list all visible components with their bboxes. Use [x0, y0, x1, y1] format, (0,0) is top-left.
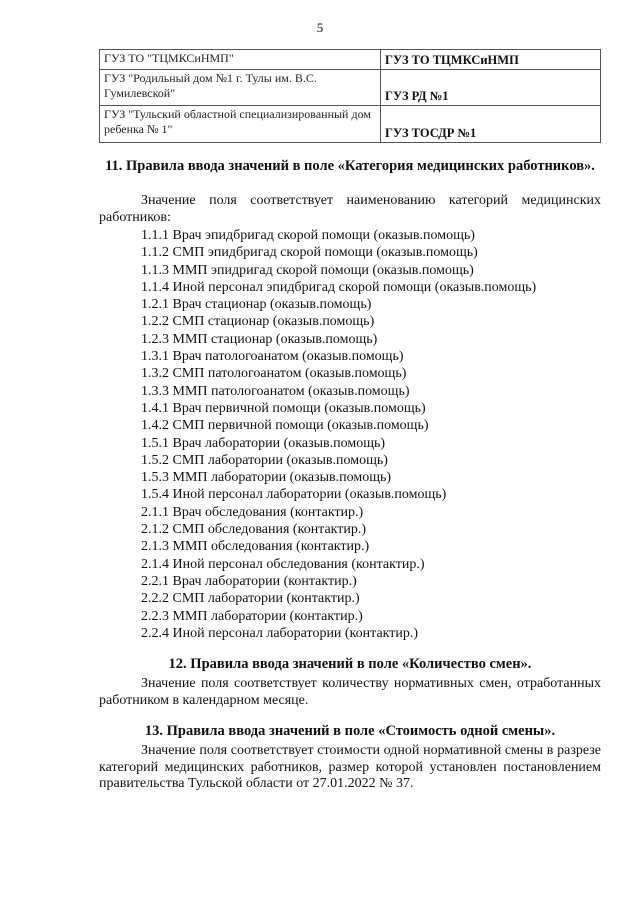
- list-item: 1.1.3 ММП эпидригад скорой помощи (оказыв.помощь): [141, 262, 474, 278]
- list-item: 2.1.4 Иной персонал обследования (контактир.): [141, 556, 425, 572]
- table-row: [100, 106, 601, 143]
- list-item: 1.1.1 Врач эпидбригад скорой помощи (оказыв.помощь): [141, 228, 475, 243]
- list-item: 2.1.2 СМП обследования (контактир.): [141, 522, 367, 538]
- org-full-name: ГУЗ "Родильный дом №1 г. Тулы им. В.С. Гумилевской": [100, 70, 381, 106]
- list-item: 2.2.3 ММП лаборатории (контактир.): [141, 608, 363, 624]
- page-number: 5: [316, 20, 324, 35]
- medical-worker-category-list: [141, 227, 536, 642]
- table-row: [100, 70, 601, 106]
- list-item: 2.2.2 СМП лаборатории (контактир.): [141, 591, 360, 607]
- table-row: [100, 50, 601, 70]
- list-item: 1.3.1 Врач патологоанатом (оказыв.помощь): [141, 349, 404, 365]
- org-short-name: ГУЗ ТОСДР №1: [381, 106, 601, 143]
- section-12-paragraph: [99, 676, 601, 709]
- list-item: 1.4.2 СМП первичной помощи (оказыв.помощь): [141, 418, 429, 434]
- organization-abbreviation-table: [99, 49, 601, 143]
- org-full-name: ГУЗ "Тульский областной специализированный дом ребенка № 1": [100, 106, 381, 143]
- list-item: 1.5.2 СМП лаборатории (оказыв.помощь): [141, 452, 388, 468]
- section-12-heading: 12. Правила ввода значений в поле «Количество смен».: [168, 656, 532, 672]
- section-11-intro: [99, 193, 601, 226]
- section-13-text: Значение поля соответствует стоимости одной нормативной смены в разрезе категорий медицинских работников, размер которой установлен постановлением правительства Тульской области от 27.01.2022 № 37.: [99, 743, 601, 791]
- list-item: 1.5.1 Врач лаборатории (оказыв.помощь): [141, 435, 386, 451]
- org-short-name: ГУЗ РД №1: [381, 70, 601, 106]
- list-item: 1.5.4 Иной персонал лаборатории (оказыв.помощь): [141, 487, 447, 503]
- section-13-heading: 13. Правила ввода значений в поле «Стоимость одной смены».: [144, 723, 556, 739]
- list-item: 2.1.1 Врач обследования (контактир.): [141, 504, 364, 520]
- section-11-intro-text: Значение поля соответствует наименованию категорий медицинских работников:: [99, 193, 601, 225]
- list-item: 2.2.1 Врач лаборатории (контактир.): [141, 573, 357, 589]
- list-item: 1.3.3 ММП патологоанатом (оказыв.помощь): [141, 383, 410, 399]
- list-item: 1.2.1 Врач стационар (оказыв.помощь): [141, 297, 372, 313]
- section-12-text: Значение поля соответствует количеству нормативных смен, отработанных работником в календарном месяце.: [99, 676, 601, 708]
- org-full-name: ГУЗ ТО "ТЦМКСиНМП": [100, 50, 381, 70]
- org-short-name: ГУЗ ТО ТЦМКСиНМП: [381, 50, 601, 70]
- section-11-heading: 11. Правила ввода значений в поле «Категория медицинских работников».: [105, 158, 595, 174]
- list-item: 1.2.2 СМП стационар (оказыв.помощь): [141, 314, 375, 330]
- list-item: 1.4.1 Врач первичной помощи (оказыв.помощь): [141, 400, 426, 416]
- list-item: 2.2.4 Иной персонал лаборатории (контактир.): [141, 625, 419, 641]
- list-item: 1.1.4 Иной персонал эпидбригад скорой помощи (оказыв.помощь): [141, 279, 537, 295]
- list-item: 1.3.2 СМП патологоанатом (оказыв.помощь): [141, 366, 407, 382]
- list-item: 1.5.3 ММП лаборатории (оказыв.помощь): [141, 470, 392, 486]
- list-item: 1.1.2 СМП эпидбригад скорой помощи (оказыв.помощь): [141, 245, 478, 261]
- list-item: 1.2.3 ММП стационар (оказыв.помощь): [141, 331, 378, 347]
- section-13-paragraph: [99, 743, 601, 793]
- list-item: 2.1.3 ММП обследования (контактир.): [141, 539, 370, 555]
